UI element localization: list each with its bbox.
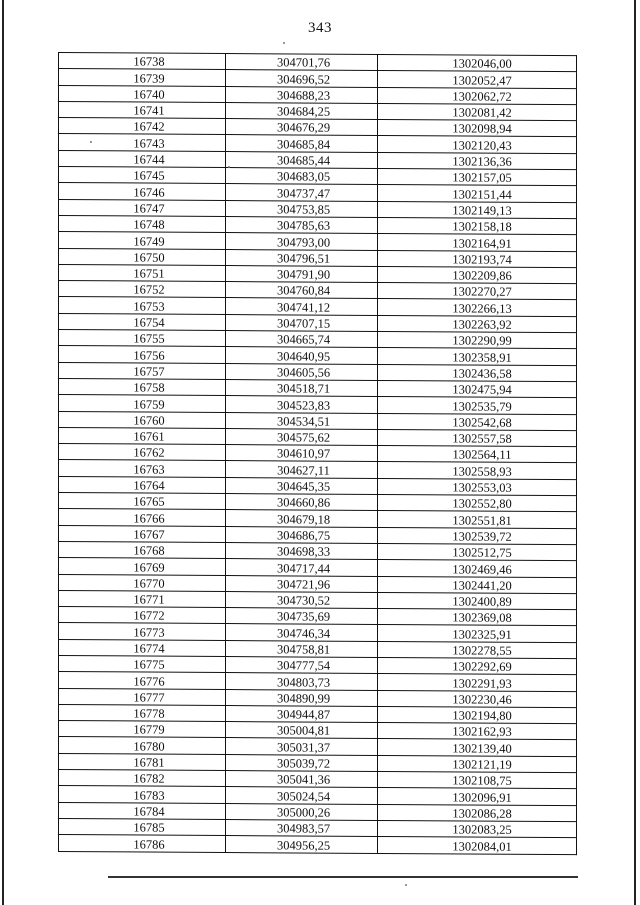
y-coordinate-cell: 1302158,18 xyxy=(378,217,577,235)
x-coordinate-cell: 304660,86 xyxy=(226,494,378,511)
point-number-cell: 16776 xyxy=(59,672,226,689)
point-number-cell: 16772 xyxy=(59,607,226,624)
x-coordinate-cell: 304686,75 xyxy=(226,526,378,543)
y-coordinate-cell: 1302553,03 xyxy=(378,478,577,496)
point-number-cell: 16749 xyxy=(59,232,226,249)
x-coordinate-cell: 304793,00 xyxy=(226,233,378,250)
y-coordinate-cell: 1302441,20 xyxy=(378,576,577,594)
coordinates-table xyxy=(58,52,577,855)
point-number-cell: 16762 xyxy=(59,444,226,461)
x-coordinate-cell: 304534,51 xyxy=(226,412,378,429)
x-coordinate-cell: 304717,44 xyxy=(226,559,378,576)
table-row xyxy=(59,835,577,854)
x-coordinate-cell: 305024,54 xyxy=(226,787,378,804)
x-coordinate-cell: 304684,25 xyxy=(226,102,378,119)
y-coordinate-cell: 1302052,47 xyxy=(378,71,577,89)
point-number-cell: 16786 xyxy=(59,835,226,852)
y-coordinate-cell: 1302084,01 xyxy=(378,837,577,855)
x-coordinate-cell: 304701,76 xyxy=(226,54,378,71)
y-coordinate-cell: 1302266,13 xyxy=(378,299,577,317)
point-number-cell: 16778 xyxy=(59,704,226,721)
y-coordinate-cell: 1302121,19 xyxy=(378,755,577,773)
point-number-cell: 16766 xyxy=(59,509,226,526)
point-number-cell: 16777 xyxy=(59,688,226,705)
y-coordinate-cell: 1302564,11 xyxy=(378,446,577,464)
y-coordinate-cell: 1302535,79 xyxy=(378,397,577,415)
point-number-cell: 16751 xyxy=(59,264,226,281)
scan-border-bottom xyxy=(108,876,578,878)
x-coordinate-cell: 305031,37 xyxy=(226,738,378,755)
y-coordinate-cell: 1302108,75 xyxy=(378,772,577,790)
y-coordinate-cell: 1302558,93 xyxy=(378,462,577,480)
x-coordinate-cell: 304679,18 xyxy=(226,510,378,527)
x-coordinate-cell: 304890,99 xyxy=(226,689,378,706)
x-coordinate-cell: 304698,33 xyxy=(226,542,378,559)
x-coordinate-cell: 304685,84 xyxy=(226,135,378,152)
point-number-cell: 16748 xyxy=(59,215,226,232)
point-number-cell: 16774 xyxy=(59,639,226,656)
y-coordinate-cell: 1302086,28 xyxy=(378,804,577,822)
x-coordinate-cell: 304746,34 xyxy=(226,624,378,641)
x-coordinate-cell: 304785,63 xyxy=(226,216,378,233)
x-coordinate-cell: 304645,35 xyxy=(226,477,378,494)
x-coordinate-cell: 304758,81 xyxy=(226,640,378,657)
scan-speck xyxy=(90,141,92,143)
point-number-cell: 16753 xyxy=(59,297,226,314)
y-coordinate-cell: 1302278,55 xyxy=(378,641,577,659)
y-coordinate-cell: 1302136,36 xyxy=(378,152,577,170)
y-coordinate-cell: 1302325,91 xyxy=(378,625,577,643)
point-number-cell: 16779 xyxy=(59,721,226,738)
scan-speck xyxy=(283,42,285,44)
x-coordinate-cell: 304688,23 xyxy=(226,86,378,103)
y-coordinate-cell: 1302062,72 xyxy=(378,87,577,105)
x-coordinate-cell: 304685,44 xyxy=(226,151,378,168)
scan-speck xyxy=(405,884,407,886)
point-number-cell: 16770 xyxy=(59,574,226,591)
point-number-cell: 16775 xyxy=(59,655,226,672)
point-number-cell: 16771 xyxy=(59,590,226,607)
point-number-cell: 16752 xyxy=(59,281,226,298)
scan-border-left xyxy=(2,0,4,905)
point-number-cell: 16744 xyxy=(59,150,226,167)
y-coordinate-cell: 1302542,68 xyxy=(378,413,577,431)
y-coordinate-cell: 1302083,25 xyxy=(378,820,577,838)
y-coordinate-cell: 1302539,72 xyxy=(378,527,577,545)
point-number-cell: 16746 xyxy=(59,183,226,200)
point-number-cell: 16740 xyxy=(59,85,226,102)
x-coordinate-cell: 305041,36 xyxy=(226,771,378,788)
point-number-cell: 16765 xyxy=(59,493,226,510)
x-coordinate-cell: 304640,95 xyxy=(226,347,378,364)
point-number-cell: 16755 xyxy=(59,330,226,347)
point-number-cell: 16761 xyxy=(59,427,226,444)
x-coordinate-cell: 304803,73 xyxy=(226,673,378,690)
x-coordinate-cell: 304796,51 xyxy=(226,249,378,266)
x-coordinate-cell: 304730,52 xyxy=(226,591,378,608)
y-coordinate-cell: 1302270,27 xyxy=(378,283,577,301)
point-number-cell: 16741 xyxy=(59,101,226,118)
x-coordinate-cell: 304760,84 xyxy=(226,282,378,299)
x-coordinate-cell: 304944,87 xyxy=(226,705,378,722)
x-coordinate-cell: 304721,96 xyxy=(226,575,378,592)
y-coordinate-cell: 1302557,58 xyxy=(378,429,577,447)
x-coordinate-cell: 304605,56 xyxy=(226,363,378,380)
y-coordinate-cell: 1302151,44 xyxy=(378,185,577,203)
x-coordinate-cell: 304665,74 xyxy=(226,331,378,348)
y-coordinate-cell: 1302292,69 xyxy=(378,657,577,675)
y-coordinate-cell: 1302046,00 xyxy=(378,54,577,72)
coordinates-table-body xyxy=(59,53,577,855)
x-coordinate-cell: 304741,12 xyxy=(226,298,378,315)
x-coordinate-cell: 305000,26 xyxy=(226,803,378,820)
point-number-cell: 16760 xyxy=(59,411,226,428)
x-coordinate-cell: 304518,71 xyxy=(226,379,378,396)
y-coordinate-cell: 1302551,81 xyxy=(378,511,577,529)
x-coordinate-cell: 304683,05 xyxy=(226,168,378,185)
y-coordinate-cell: 1302162,93 xyxy=(378,723,577,741)
point-number-cell: 16747 xyxy=(59,199,226,216)
point-number-cell: 16750 xyxy=(59,248,226,265)
y-coordinate-cell: 1302290,99 xyxy=(378,331,577,349)
point-number-cell: 16763 xyxy=(59,460,226,477)
point-number-cell: 16739 xyxy=(59,69,226,86)
point-number-cell: 16780 xyxy=(59,737,226,754)
y-coordinate-cell: 1302369,08 xyxy=(378,609,577,627)
point-number-cell: 16745 xyxy=(59,167,226,184)
point-number-cell: 16783 xyxy=(59,786,226,803)
point-number-cell: 16782 xyxy=(59,770,226,787)
y-coordinate-cell: 1302194,80 xyxy=(378,706,577,724)
y-coordinate-cell: 1302081,42 xyxy=(378,103,577,121)
y-coordinate-cell: 1302120,43 xyxy=(378,136,577,154)
y-coordinate-cell: 1302164,91 xyxy=(378,234,577,252)
point-number-cell: 16767 xyxy=(59,525,226,542)
x-coordinate-cell: 304735,69 xyxy=(226,608,378,625)
x-coordinate-cell: 304956,25 xyxy=(226,836,378,853)
y-coordinate-cell: 1302098,94 xyxy=(378,120,577,138)
point-number-cell: 16757 xyxy=(59,362,226,379)
point-number-cell: 16764 xyxy=(59,476,226,493)
x-coordinate-cell: 305004,81 xyxy=(226,722,378,739)
y-coordinate-cell: 1302358,91 xyxy=(378,348,577,366)
y-coordinate-cell: 1302139,40 xyxy=(378,739,577,757)
y-coordinate-cell: 1302469,46 xyxy=(378,560,577,578)
y-coordinate-cell: 1302157,05 xyxy=(378,169,577,187)
point-number-cell: 16773 xyxy=(59,623,226,640)
x-coordinate-cell: 304737,47 xyxy=(226,184,378,201)
point-number-cell: 16768 xyxy=(59,541,226,558)
y-coordinate-cell: 1302149,13 xyxy=(378,201,577,219)
y-coordinate-cell: 1302400,89 xyxy=(378,592,577,610)
x-coordinate-cell: 304983,57 xyxy=(226,819,378,836)
point-number-cell: 16785 xyxy=(59,818,226,835)
y-coordinate-cell: 1302209,86 xyxy=(378,266,577,284)
point-number-cell: 16759 xyxy=(59,395,226,412)
x-coordinate-cell: 304791,90 xyxy=(226,265,378,282)
page-number: 343 xyxy=(308,20,332,36)
x-coordinate-cell: 304627,11 xyxy=(226,461,378,478)
y-coordinate-cell: 1302263,92 xyxy=(378,315,577,333)
y-coordinate-cell: 1302475,94 xyxy=(378,380,577,398)
x-coordinate-cell: 304753,85 xyxy=(226,200,378,217)
point-number-cell: 16781 xyxy=(59,753,226,770)
point-number-cell: 16754 xyxy=(59,313,226,330)
x-coordinate-cell: 304676,29 xyxy=(226,119,378,136)
x-coordinate-cell: 304575,62 xyxy=(226,428,378,445)
point-number-cell: 16742 xyxy=(59,118,226,135)
y-coordinate-cell: 1302291,93 xyxy=(378,674,577,692)
point-number-cell: 16784 xyxy=(59,802,226,819)
point-number-cell: 16769 xyxy=(59,558,226,575)
scan-border-right xyxy=(634,0,636,905)
x-coordinate-cell: 304777,54 xyxy=(226,657,378,674)
y-coordinate-cell: 1302552,80 xyxy=(378,494,577,512)
y-coordinate-cell: 1302193,74 xyxy=(378,250,577,268)
x-coordinate-cell: 304707,15 xyxy=(226,314,378,331)
y-coordinate-cell: 1302436,58 xyxy=(378,364,577,382)
x-coordinate-cell: 304696,52 xyxy=(226,70,378,87)
scan-speck xyxy=(228,166,230,168)
point-number-cell: 16758 xyxy=(59,378,226,395)
point-number-cell: 16743 xyxy=(59,134,226,151)
point-number-cell: 16738 xyxy=(59,53,226,70)
y-coordinate-cell: 1302512,75 xyxy=(378,543,577,561)
point-number-cell: 16756 xyxy=(59,346,226,363)
x-coordinate-cell: 304610,97 xyxy=(226,445,378,462)
y-coordinate-cell: 1302230,46 xyxy=(378,690,577,708)
x-coordinate-cell: 304523,83 xyxy=(226,396,378,413)
y-coordinate-cell: 1302096,91 xyxy=(378,788,577,806)
x-coordinate-cell: 305039,72 xyxy=(226,754,378,771)
